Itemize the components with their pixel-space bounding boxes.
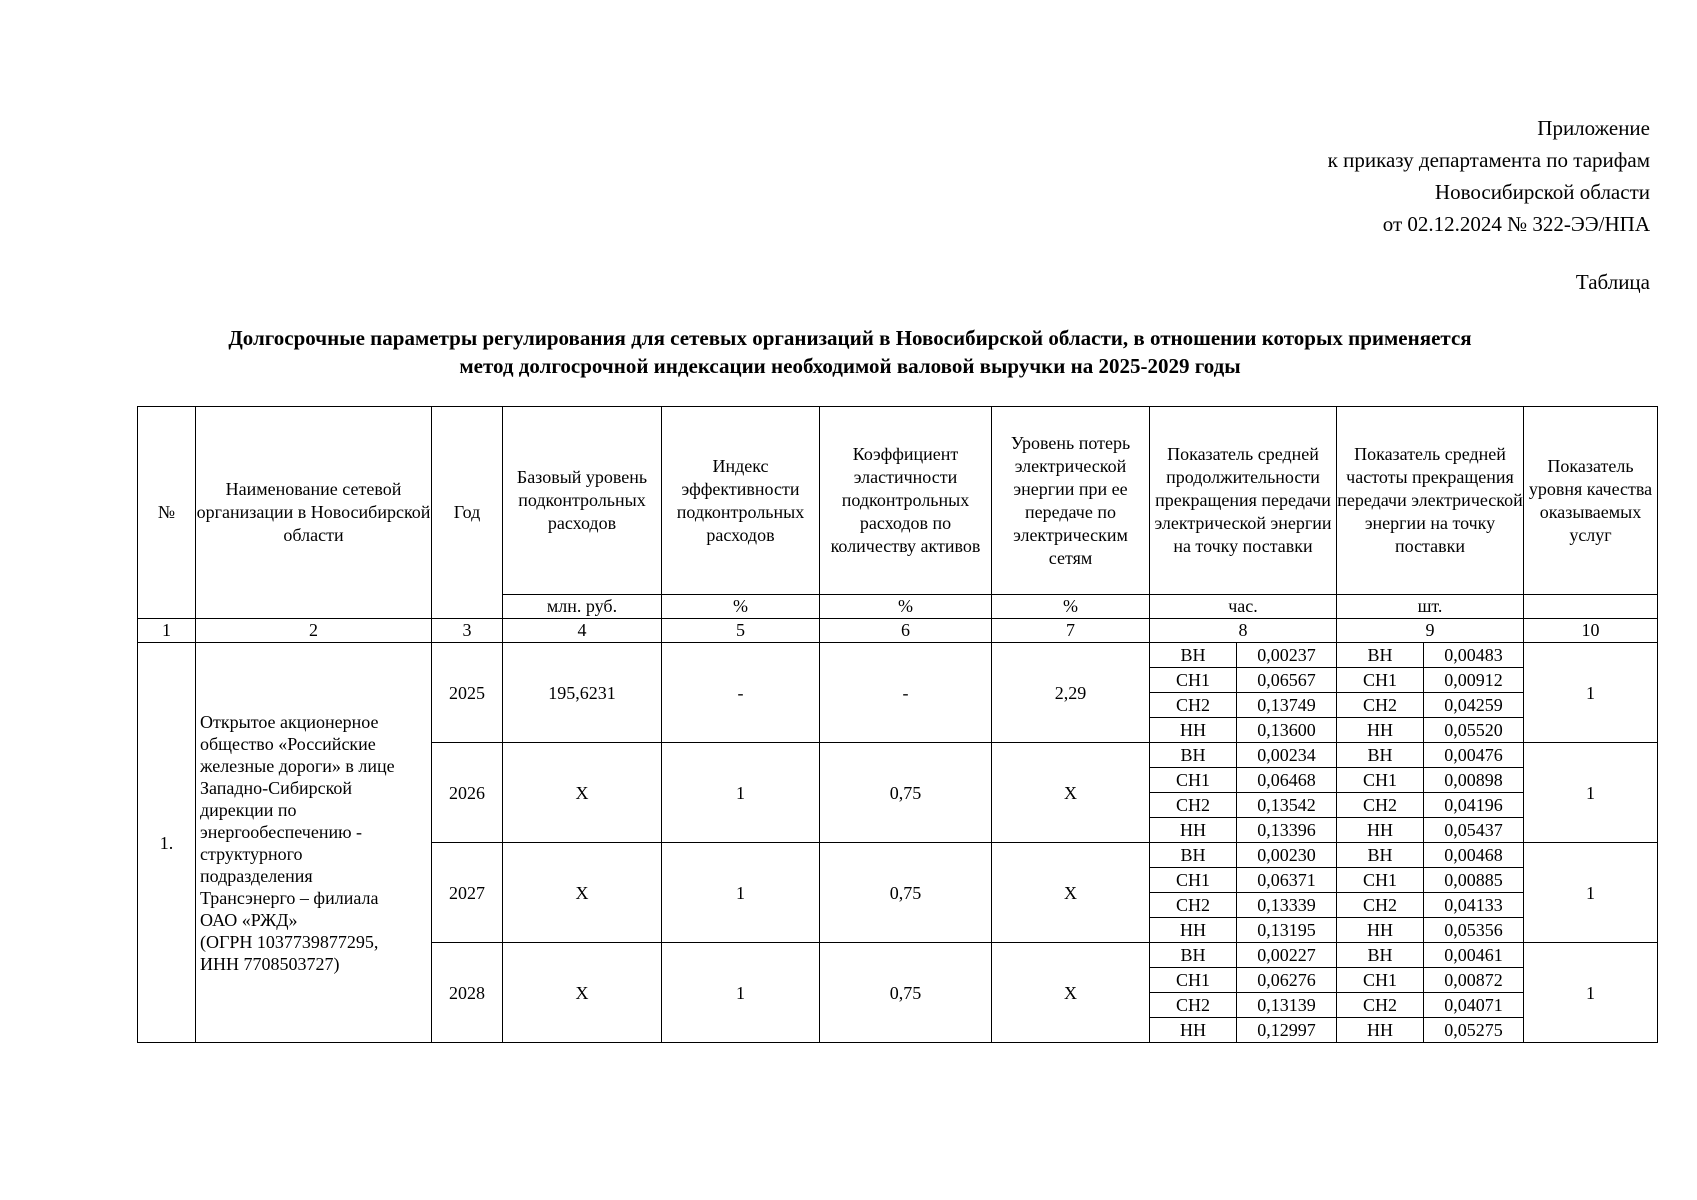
frequency-voltage-level: ВН bbox=[1337, 843, 1424, 868]
header-year: Год bbox=[432, 407, 503, 619]
col-number: 2 bbox=[196, 619, 432, 643]
efficiency-index-cell: 1 bbox=[662, 943, 820, 1043]
quality-cell: 1 bbox=[1524, 843, 1658, 943]
org-name-line: энергообеспечению - bbox=[200, 821, 363, 842]
frequency-value: 0,00885 bbox=[1424, 868, 1524, 893]
org-name-line: Трансэнерго – филиала bbox=[200, 887, 379, 908]
unit-loss: % bbox=[992, 595, 1150, 619]
frequency-value: 0,05275 bbox=[1424, 1018, 1524, 1043]
duration-voltage-level: СН1 bbox=[1150, 768, 1237, 793]
frequency-voltage-level: СН1 bbox=[1337, 868, 1424, 893]
duration-voltage-level: СН1 bbox=[1150, 668, 1237, 693]
frequency-voltage-level: СН2 bbox=[1337, 693, 1424, 718]
unit-coef: % bbox=[820, 595, 992, 619]
frequency-value: 0,04196 bbox=[1424, 793, 1524, 818]
appendix-line-2: к приказу департамента по тарифам bbox=[1327, 148, 1650, 172]
duration-value: 0,00227 bbox=[1237, 943, 1337, 968]
frequency-voltage-level: ВН bbox=[1337, 743, 1424, 768]
frequency-voltage-level: ВН bbox=[1337, 643, 1424, 668]
duration-value: 0,06468 bbox=[1237, 768, 1337, 793]
org-name-line: Западно-Сибирской bbox=[200, 777, 353, 798]
frequency-voltage-level: НН bbox=[1337, 818, 1424, 843]
duration-voltage-level: ВН bbox=[1150, 743, 1237, 768]
base-level-cell: X bbox=[503, 743, 662, 843]
duration-value: 0,13600 bbox=[1237, 718, 1337, 743]
frequency-value: 0,05437 bbox=[1424, 818, 1524, 843]
duration-value: 0,00234 bbox=[1237, 743, 1337, 768]
col-number: 6 bbox=[820, 619, 992, 643]
duration-value: 0,06371 bbox=[1237, 868, 1337, 893]
duration-voltage-level: СН2 bbox=[1150, 693, 1237, 718]
header-loss: Уровень потерь электрической энергии при ее передаче по электрическим сетям bbox=[992, 407, 1150, 595]
base-level-cell: X bbox=[503, 943, 662, 1043]
title-line-1: Долгосрочные параметры регулирования для сетевых организаций в Новосибирской области, в отношении которых применяется bbox=[228, 326, 1472, 350]
year-cell: 2025 bbox=[432, 643, 503, 743]
org-name-line: Открытое акционерное bbox=[200, 711, 379, 732]
header-index: Индекс эффективности подконтрольных расходов bbox=[662, 407, 820, 595]
frequency-value: 0,00898 bbox=[1424, 768, 1524, 793]
column-number-row bbox=[138, 619, 1658, 643]
appendix-line-1: Приложение bbox=[1537, 116, 1650, 140]
unit-quality bbox=[1524, 595, 1658, 619]
frequency-voltage-level: НН bbox=[1337, 918, 1424, 943]
unit-frequency: шт. bbox=[1337, 595, 1524, 619]
col-number: 5 bbox=[662, 619, 820, 643]
base-level-cell: X bbox=[503, 843, 662, 943]
parameters-table bbox=[137, 406, 1658, 1043]
frequency-voltage-level: ВН bbox=[1337, 943, 1424, 968]
duration-voltage-level: НН bbox=[1150, 1018, 1237, 1043]
duration-voltage-level: ВН bbox=[1150, 943, 1237, 968]
header-frequency: Показатель средней частоты прекращения передачи электрической энергии на точку поставки bbox=[1337, 407, 1524, 595]
unit-base: млн. руб. bbox=[503, 595, 662, 619]
duration-value: 0,13542 bbox=[1237, 793, 1337, 818]
duration-voltage-level: НН bbox=[1150, 918, 1237, 943]
efficiency-index-cell: 1 bbox=[662, 843, 820, 943]
org-name-line: железные дороги» в лице bbox=[200, 755, 395, 776]
duration-value: 0,13749 bbox=[1237, 693, 1337, 718]
quality-cell: 1 bbox=[1524, 643, 1658, 743]
elasticity-coef-cell: 0,75 bbox=[820, 943, 992, 1043]
duration-voltage-level: СН2 bbox=[1150, 793, 1237, 818]
duration-voltage-level: НН bbox=[1150, 818, 1237, 843]
duration-value: 0,13339 bbox=[1237, 893, 1337, 918]
frequency-value: 0,04071 bbox=[1424, 993, 1524, 1018]
header-coef: Коэффициент эластичности подконтрольных расходов по количеству активов bbox=[820, 407, 992, 595]
loss-level-cell: X bbox=[992, 943, 1150, 1043]
frequency-value: 0,00872 bbox=[1424, 968, 1524, 993]
duration-value: 0,06567 bbox=[1237, 668, 1337, 693]
frequency-value: 0,00468 bbox=[1424, 843, 1524, 868]
org-name-line: дирекции по bbox=[200, 799, 297, 820]
col-number: 8 bbox=[1150, 619, 1337, 643]
frequency-voltage-level: СН2 bbox=[1337, 893, 1424, 918]
frequency-voltage-level: НН bbox=[1337, 1018, 1424, 1043]
org-name-line: (ОГРН 1037739877295, bbox=[200, 931, 379, 952]
elasticity-coef-cell: 0,75 bbox=[820, 843, 992, 943]
frequency-value: 0,00461 bbox=[1424, 943, 1524, 968]
org-name-line: подразделения bbox=[200, 865, 313, 886]
frequency-value: 0,05356 bbox=[1424, 918, 1524, 943]
duration-voltage-level: СН2 bbox=[1150, 893, 1237, 918]
frequency-voltage-level: СН1 bbox=[1337, 668, 1424, 693]
header-name: Наименование сетевой организации в Новосибирской области bbox=[196, 407, 432, 619]
frequency-value: 0,00912 bbox=[1424, 668, 1524, 693]
duration-value: 0,00230 bbox=[1237, 843, 1337, 868]
frequency-value: 0,05520 bbox=[1424, 718, 1524, 743]
frequency-voltage-level: СН2 bbox=[1337, 993, 1424, 1018]
loss-level-cell: X bbox=[992, 743, 1150, 843]
col-number: 1 bbox=[138, 619, 196, 643]
header-num: № bbox=[138, 407, 196, 619]
duration-value: 0,06276 bbox=[1237, 968, 1337, 993]
frequency-voltage-level: НН bbox=[1337, 718, 1424, 743]
org-name-line: ОАО «РЖД» bbox=[200, 909, 298, 930]
duration-value: 0,13195 bbox=[1237, 918, 1337, 943]
frequency-value: 0,04259 bbox=[1424, 693, 1524, 718]
org-name-line: структурного bbox=[200, 843, 303, 864]
frequency-voltage-level: СН2 bbox=[1337, 793, 1424, 818]
elasticity-coef-cell: 0,75 bbox=[820, 743, 992, 843]
appendix-line-4: от 02.12.2024 № 322-ЭЭ/НПА bbox=[1382, 212, 1650, 236]
year-cell: 2027 bbox=[432, 843, 503, 943]
org-name bbox=[196, 643, 432, 1043]
duration-voltage-level: ВН bbox=[1150, 643, 1237, 668]
unit-index: % bbox=[662, 595, 820, 619]
col-number: 9 bbox=[1337, 619, 1524, 643]
col-number: 4 bbox=[503, 619, 662, 643]
header-duration: Показатель средней продолжительности прекращения передачи электрической энергии на точку поставки bbox=[1150, 407, 1337, 595]
unit-duration: час. bbox=[1150, 595, 1337, 619]
duration-value: 0,13396 bbox=[1237, 818, 1337, 843]
efficiency-index-cell: 1 bbox=[662, 743, 820, 843]
document-title bbox=[130, 324, 1570, 380]
header-quality: Показатель уровня качества оказываемых услуг bbox=[1524, 407, 1658, 595]
org-number: 1. bbox=[138, 643, 196, 1043]
org-name-line: ИНН 7708503727) bbox=[200, 953, 340, 974]
appendix-line-3: Новосибирской области bbox=[1434, 180, 1650, 204]
title-line-2: метод долгосрочной индексации необходимой валовой выручки на 2025-2029 годы bbox=[459, 354, 1241, 378]
col-number: 10 bbox=[1524, 619, 1658, 643]
duration-value: 0,12997 bbox=[1237, 1018, 1337, 1043]
frequency-voltage-level: СН1 bbox=[1337, 768, 1424, 793]
col-number: 7 bbox=[992, 619, 1150, 643]
quality-cell: 1 bbox=[1524, 743, 1658, 843]
base-level-cell: 195,6231 bbox=[503, 643, 662, 743]
appendix-header bbox=[1328, 112, 1650, 240]
frequency-value: 0,00476 bbox=[1424, 743, 1524, 768]
year-cell: 2028 bbox=[432, 943, 503, 1043]
duration-voltage-level: СН1 bbox=[1150, 968, 1237, 993]
duration-value: 0,13139 bbox=[1237, 993, 1337, 1018]
header-base: Базовый уровень подконтрольных расходов bbox=[503, 407, 662, 595]
duration-voltage-level: СН1 bbox=[1150, 868, 1237, 893]
frequency-value: 0,00483 bbox=[1424, 643, 1524, 668]
org-name-line: общество «Российские bbox=[200, 733, 376, 754]
duration-value: 0,00237 bbox=[1237, 643, 1337, 668]
duration-voltage-level: ВН bbox=[1150, 843, 1237, 868]
duration-voltage-level: СН2 bbox=[1150, 993, 1237, 1018]
year-cell: 2026 bbox=[432, 743, 503, 843]
quality-cell: 1 bbox=[1524, 943, 1658, 1043]
col-number: 3 bbox=[432, 619, 503, 643]
table-label: Таблица bbox=[1575, 270, 1650, 294]
loss-level-cell: 2,29 bbox=[992, 643, 1150, 743]
frequency-voltage-level: СН1 bbox=[1337, 968, 1424, 993]
duration-voltage-level: НН bbox=[1150, 718, 1237, 743]
loss-level-cell: X bbox=[992, 843, 1150, 943]
efficiency-index-cell: - bbox=[662, 643, 820, 743]
elasticity-coef-cell: - bbox=[820, 643, 992, 743]
frequency-value: 0,04133 bbox=[1424, 893, 1524, 918]
table-row bbox=[138, 643, 1658, 668]
